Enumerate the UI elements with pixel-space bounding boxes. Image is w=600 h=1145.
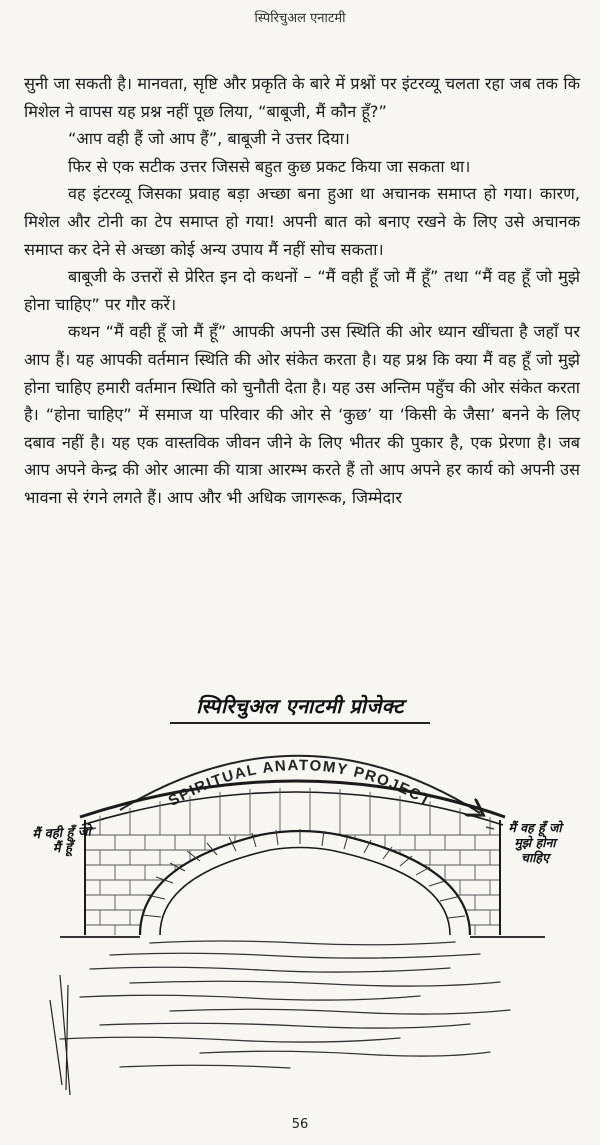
- arch-voussoirs: [142, 829, 465, 918]
- bridge-illustration: [0, 725, 600, 1105]
- bridge-deck-top: [80, 781, 505, 817]
- running-header: स्पिरिचुअल एनाटमी: [254, 11, 346, 26]
- title-underline: [170, 722, 430, 724]
- paragraph: कथन “मैं वही हूँ जो मैं हूँ” आपकी अपनी उस स्थिति की ओर ध्यान खींचता है जहाँ पर आप हैं। यह आपकी वर्तमान स्थिति की ओर संकेत करता है। यह प्रश्न कि क्या मैं वह हूँ जो मुझे होना चाहिए हमारी वर्तमान स्थिति को चुनौती देता है। यह उस अन्तिम पहुँच की ओर संकेत करता है। “होना चाहिए” में समाज या परिवार की ओर से ‘कुछ’ या ‘किसी के जैसा’ बनने के लिए दबाव नहीं है। यह एक वास्तविक जीवन जीने के लिए भीतर की पुकार है, एक प्रेरणा है। जब आप अपने केन्द्र की ओर आत्मा की यात्रा आरम्भ करते हैं तो आप अपने हर कार्य को अपनी उस भावना से रंगने लगते हैं। आप और भी अधिक जागरूक, जिम्मेदार: [24, 322, 580, 507]
- dash-marks: [88, 827, 494, 830]
- paragraph: फिर से एक सटीक उत्तर जिससे बहुत कुछ प्रकट किया जा सकता था।: [68, 156, 471, 176]
- right-label: मैं वह हूँ जो मुझे होना चाहिए: [508, 820, 562, 865]
- paragraph: सुनी जा सकती है। मानवता, सृष्टि और प्रकृति के बारे में प्रश्नों पर इंटरव्यू चलता रहा जब तक कि मिशेल ने वापस यह प्रश्न नहीं पूछ लिया, “बाबूजी, मैं कौन हूँ?”: [24, 74, 580, 121]
- paragraph: “आप वही हैं जो आप हैं”, बाबूजी ने उत्तर दिया।: [68, 129, 350, 149]
- figure-title: स्पिरिचुअल एनाटमी प्रोजेक्ट: [196, 694, 404, 718]
- paragraph: वह इंटरव्यू जिसका प्रवाह बड़ा अच्छा बना हुआ था अचानक समाप्त हो गया। कारण, मिशेल और टोनी का टेप समाप्त हो गया! अपनी बात को बनाए रखने के लिए उसे अचानक समाप्त कर देने से अच्छा कोई अन्य उपाय मैं नहीं सोच सकता।: [24, 184, 580, 259]
- body-text: [24, 70, 580, 512]
- water-lines: [60, 941, 510, 1068]
- reed-icon: [50, 975, 70, 1095]
- arc-text: SPIRITUAL ANATOMY PROJECT: [165, 756, 435, 810]
- page-number: 56: [291, 1117, 309, 1132]
- left-label: मैं वही हूँ जो मैं हूँ: [31, 824, 92, 857]
- paragraph: बाबूजी के उत्तरों से प्रेरित इन दो कथनों – “मैं वही हूँ जो मैं हूँ” तथा “मैं वह हूँ जो मुझे होना चाहिए” पर गौर करें।: [24, 267, 580, 314]
